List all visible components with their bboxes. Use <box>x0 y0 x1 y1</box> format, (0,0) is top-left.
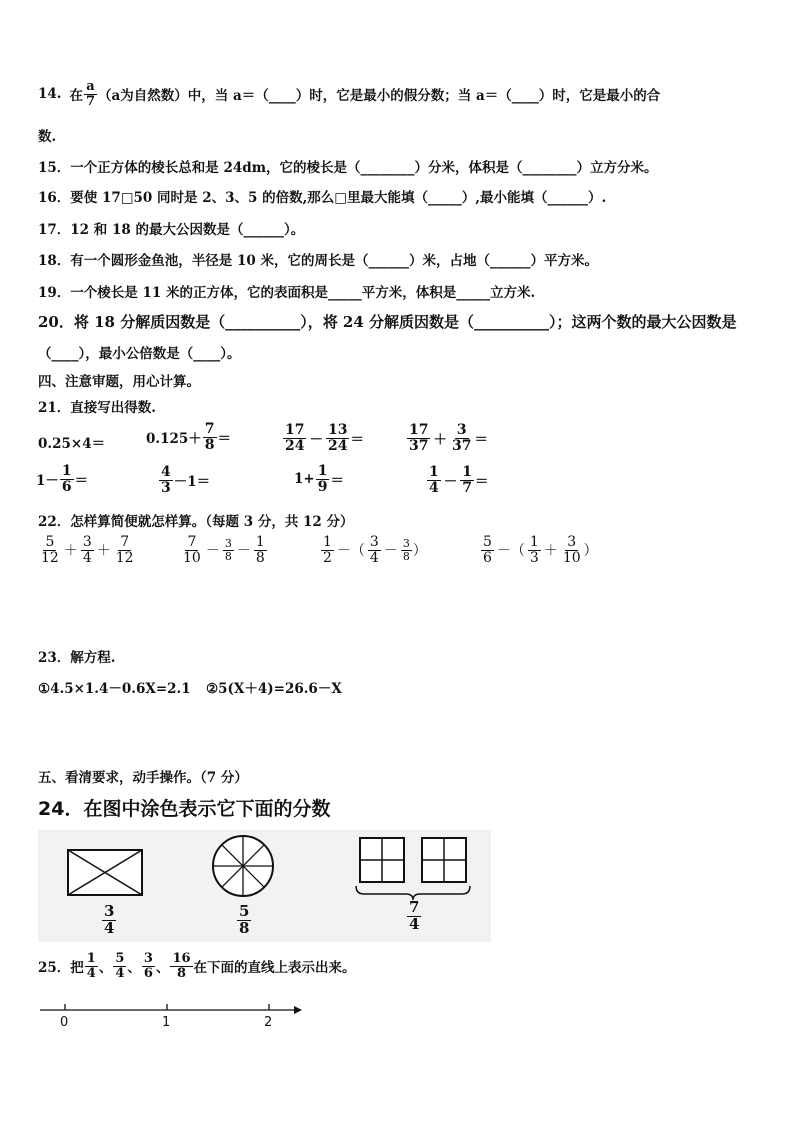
question-22-title: 22．怎样算简便就怎样算。（每题 3 分，共 12 分） <box>38 514 354 530</box>
q21-item-5: 1－ $\frac{1}{6}$ ＝ <box>36 463 89 495</box>
tick-label-0: 0 <box>60 1015 69 1030</box>
question-20-line2: （____），最小公倍数是（____）。 <box>38 346 241 362</box>
q22-expr-1: $\frac{5}{12}$ ＋ $\frac{3}{4}$ ＋ $\frac{7}{12}$ <box>41 534 134 566</box>
question-21-title: 21．直接写出得数. <box>38 400 156 416</box>
q21-item-8: $\frac{1}{4}$ － $\frac{1}{7}$ ＝ <box>429 464 489 496</box>
circle-shape[interactable] <box>213 836 273 896</box>
q23-equation-1: ①4.5×1.4－0.6X=2.1 <box>38 681 191 697</box>
q22-expr-3: $\frac{1}{2}$ －（ $\frac{3}{4}$ － $\frac{3}{8}$ ） <box>323 534 427 566</box>
q14-frac-den: 7 <box>86 93 96 109</box>
question-20-line1: 20．将 18 分解质因数是（__________），将 24 分解质因数是（__________）；这两个数的最大公因数是 <box>38 313 737 331</box>
q21-item-4: $\frac{17}{37}$ ＋ $\frac{3}{37}$ ＝ <box>409 422 488 454</box>
question-17: 17．12 和 18 的最大公因数是（______）。 <box>38 222 305 238</box>
question-15: 15．一个正方体的棱长总和是 24dm，它的棱长是（________）分米，体积是（________）立方分米。 <box>38 160 658 176</box>
question-25: 25．把 $\frac{1}{4}$ 、 $\frac{5}{4}$ 、 $\frac{3}{6}$ 、 $\frac{16}{8}$ 在下面的直线上表示出来。 <box>38 951 356 981</box>
q21-item-3: $\frac{17}{24}$ － $\frac{13}{24}$ ＝ <box>285 422 364 454</box>
q21-item-7: 1+ $\frac{1}{9}$ ＝ <box>294 463 344 495</box>
section-4-heading: 四、注意审题，用心计算。 <box>38 374 200 390</box>
q24-fraction-2: $\frac{5}{8}$ <box>239 902 250 937</box>
rectangle-shape[interactable] <box>68 850 142 895</box>
question-24-title: 24．在图中涂色表示它下面的分数 <box>38 798 331 820</box>
q23-equation-2: ②5(X＋4)=26.6－X <box>206 681 342 697</box>
question-18: 18．有一个圆形金鱼池，半径是 10 米，它的周长是（______）米，占地（______）平方米。 <box>38 253 598 269</box>
q14-continuation: 数. <box>38 129 57 145</box>
tick-label-1: 1 <box>162 1015 171 1030</box>
question-19: 19．一个棱长是 11 米的正方体，它的表面积是_____平方米，体积是_____立方米. <box>38 285 536 301</box>
q21-item-6: $\frac{4}{3}$ －1＝ <box>161 464 211 496</box>
q21-item-1: 0.25×4＝ <box>38 436 106 452</box>
question-14 <box>38 80 660 108</box>
tick-label-2: 2 <box>264 1015 273 1030</box>
q21-item-2: 0.125＋ $\frac{7}{8}$ ＝ <box>146 421 232 453</box>
q24-fraction-3: $\frac{7}{4}$ <box>409 898 420 933</box>
arrow-icon <box>294 1006 302 1014</box>
squares-shape[interactable] <box>360 838 466 882</box>
q14-pre: 在 <box>69 88 83 105</box>
q14-fraction <box>84 80 97 108</box>
q14-text: （a为自然数）中，当 a＝（____）时，它是最小的假分数；当 a＝（____）时，它是最小的合 <box>98 88 661 105</box>
q22-expr-2: $\frac{7}{10}$ － $\frac{3}{8}$ － $\frac{1}{8}$ <box>183 534 265 566</box>
q14-number: 14. <box>38 86 62 103</box>
question-16: 16．要使 17□50 同时是 2、3、5 的倍数,那么□里最大能填（_____）,最小能填（______）. <box>38 190 607 206</box>
question-23-title: 23．解方程. <box>38 650 116 666</box>
q14-frac-num: a <box>86 79 95 94</box>
q24-fraction-1: $\frac{3}{4}$ <box>104 902 115 937</box>
section-5-heading: 五、看清要求，动手操作。（7 分） <box>38 770 248 786</box>
q22-expr-4: $\frac{5}{6}$ －（ $\frac{1}{3}$ ＋ $\frac{3}{10}$ ） <box>483 534 598 566</box>
